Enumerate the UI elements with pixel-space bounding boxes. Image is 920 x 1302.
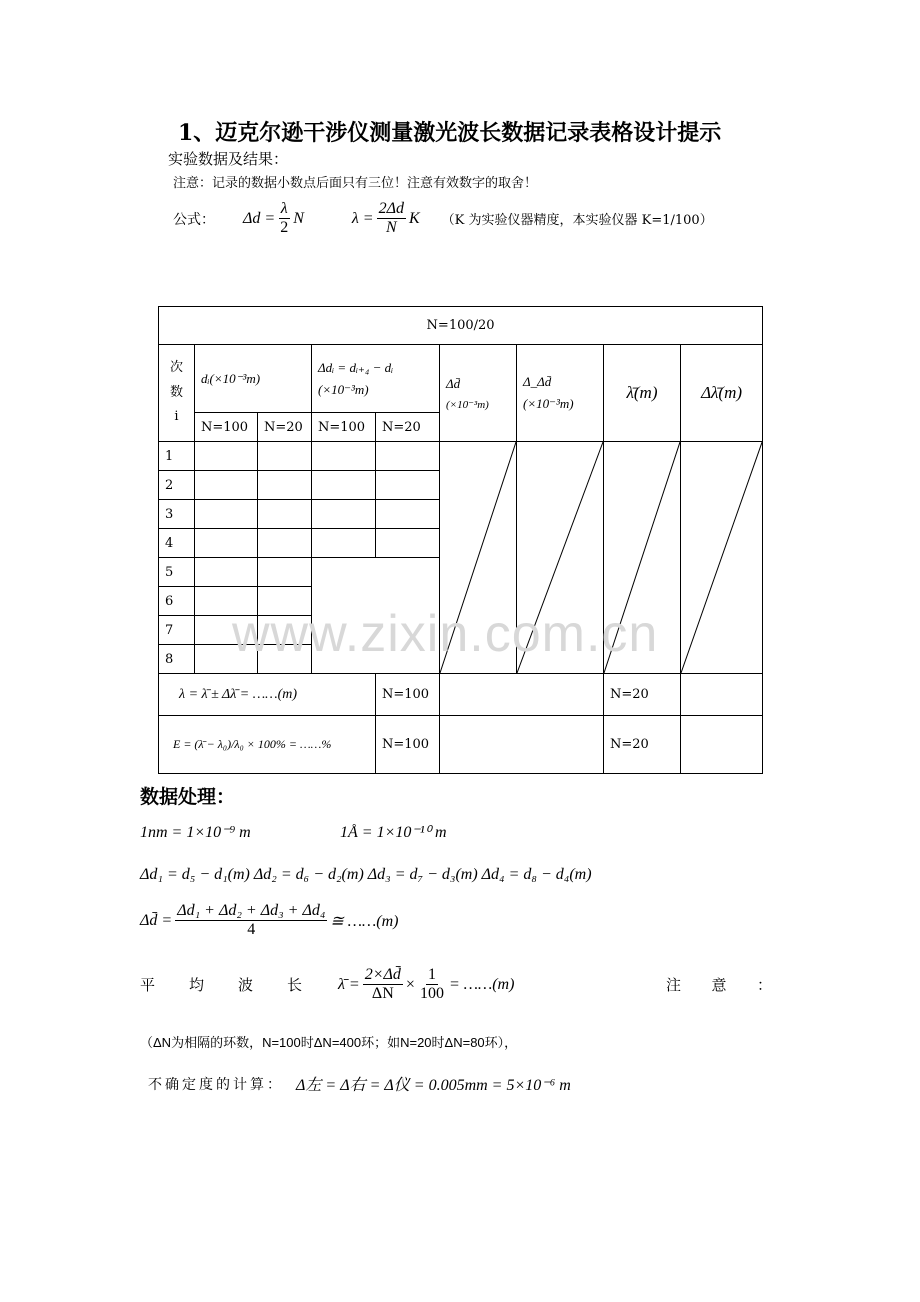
result-error-n100-value[interactable] [440,716,604,774]
avg-equation [338,966,514,1004]
formula-remark: （K 为实验仪器精度，本实验仪器 K=1/100） [441,213,713,229]
document-title: 1、迈克尔逊干涉仪测量激光波长数据记录表格设计提示 [178,120,722,146]
header-unc-d [517,345,604,442]
eq2-numerator: 2Δd [377,200,406,219]
header-mean-d-symbol: Δd̄ [446,375,461,391]
header-unc-lambda: Δλ̄(m) [681,345,763,442]
diagonal-line [681,442,762,673]
mean-numerator: Δd₁ + Δd₂ + Δd₃ + Δd₄ [175,902,327,921]
cell-input[interactable] [258,558,312,587]
avg-lhs: λ̄ = [338,975,360,993]
uncertainty-label: 不确定度的计算： [148,1076,284,1093]
sub-n100-di: N=100 [195,413,258,442]
result-lambda-n20: N=20 [604,674,681,716]
row-index: 5 [159,558,195,587]
eq1-denominator: 2 [280,219,289,237]
row-index: 1 [159,442,195,471]
avg-label-char: 波 [237,976,253,995]
mean-delta-equation [140,902,398,940]
note-label [666,974,772,995]
result-error-n100: N=100 [376,716,440,774]
result-lambda-n100-value[interactable] [440,674,604,716]
eq1-lhs: Δd = [243,209,276,227]
unit-angstrom: 1Å = 1×10⁻¹⁰ m [340,824,447,841]
cell-input[interactable] [376,471,440,500]
sub-n20-di: N=20 [258,413,312,442]
row-index: 3 [159,500,195,529]
watermark: www.zixin.com.cn [232,605,659,663]
row-index: 8 [159,645,195,674]
avg-label-char: 平 [140,976,156,995]
unit-nm: 1nm = 1×10⁻⁹ m [140,824,251,841]
diag-cell-unc-lambda [681,442,763,674]
cell-input[interactable] [376,529,440,558]
note-label-char: 意 [711,976,727,995]
cell-input[interactable] [195,500,258,529]
result-error-n20: N=20 [604,716,681,774]
result-error-label: E = (λ̄ − λ₀)/λ₀ × 100% = ……% [159,716,376,774]
sub-n100-delta: N=100 [312,413,376,442]
result-lambda-n20-value[interactable] [681,674,763,716]
subtitle: 实验数据及结果： [168,150,289,168]
cell-input[interactable] [195,558,258,587]
formula-line [173,200,713,238]
avg-fraction-1 [363,966,403,1004]
sub-n20-delta: N=20 [376,413,440,442]
header-delta-di [312,345,440,413]
cell-input[interactable] [312,500,376,529]
cell-input[interactable] [376,500,440,529]
cell-input[interactable] [258,471,312,500]
uncertainty-equation: Δ左 = Δ右 = Δ仪 = 0.005mm = 5×10⁻⁶ m [296,1077,571,1094]
avg-numerator-2: 1 [426,966,438,985]
cell-input[interactable] [195,529,258,558]
eq2-tail: K [408,209,420,227]
avg-label-char: 长 [286,976,302,995]
cell-input[interactable] [312,442,376,471]
header-delta-di-unit: (×10⁻³m) [318,381,369,397]
cell-input[interactable] [195,471,258,500]
avg-denominator-2: 100 [419,985,444,1003]
eq1-fraction [278,200,290,238]
avg-denominator-1: ΔN [371,985,394,1003]
header-unc-d-symbol: Δ_Δd̄ [523,374,552,389]
cell-input[interactable] [195,442,258,471]
mean-tail: ≅ ……(m) [330,912,399,930]
mean-lhs: Δd̄ = [140,911,173,929]
cell-input[interactable] [258,500,312,529]
header-lambda: λ̄(m) [604,345,681,442]
header-count [159,345,195,442]
eq2-denominator: N [385,219,397,237]
eq2-fraction [377,200,406,238]
eq2-lhs: λ = [351,209,374,227]
section-title: 数据处理： [140,786,236,808]
header-di: dᵢ(×10⁻³m) [195,345,312,413]
result-error-n20-value[interactable] [681,716,763,774]
header-unc-d-unit: (×10⁻³m) [523,396,574,411]
eq1-tail: N [293,209,304,227]
table-top-header: N=100/20 [159,307,763,345]
header-mean-d-unit: (×10⁻³m) [446,398,489,411]
cell-input[interactable] [258,442,312,471]
avg-numerator-1: 2×Δd̄ [363,966,403,985]
formula-label: 公式： [173,211,215,228]
data-table [158,306,763,774]
avg-label [140,974,302,995]
mean-denominator: 4 [247,921,256,939]
header-delta-di-formula: Δdᵢ = dᵢ₊₄ − dᵢ [318,359,394,375]
note-label-char: ： [756,976,772,995]
delta-equations: Δd₁ = d₅ − d₁(m) Δd₂ = d₆ − d₂(m) Δd₃ = d₇ − d₃(m) Δd₄ = d₈ − d₄(m) [140,866,592,883]
avg-tail: = ……(m) [448,975,515,993]
uncertainty-line [148,1072,571,1095]
avg-label-char: 均 [188,976,204,995]
note-label-char: 注 [666,976,682,995]
row-index: 4 [159,529,195,558]
avg-fraction-2 [418,966,446,1004]
result-lambda-n100: N=100 [376,674,440,716]
cell-input[interactable] [258,529,312,558]
eq1-numerator: λ [279,200,290,219]
row-index: 2 [159,471,195,500]
avg-wavelength-line [140,966,772,1004]
avg-times: × [405,975,415,993]
note-text: 注意：记录的数据小数点后面只有三位！注意有效数字的取舍！ [173,176,538,191]
header-count-label: 次数i [169,359,183,425]
result-lambda-label: λ = λ̄ ± Δλ̄ = ……(m) [159,674,376,716]
row-index: 7 [159,616,195,645]
delta-n-note: （ΔN为相隔的环数，N=100时ΔN=400环；如N=20时ΔN=80环）， [140,1035,518,1050]
header-mean-d [440,345,517,442]
row-index: 6 [159,587,195,616]
cell-input[interactable] [312,471,376,500]
mean-fraction [175,902,327,940]
cell-input[interactable] [376,442,440,471]
cell-input[interactable] [312,529,376,558]
